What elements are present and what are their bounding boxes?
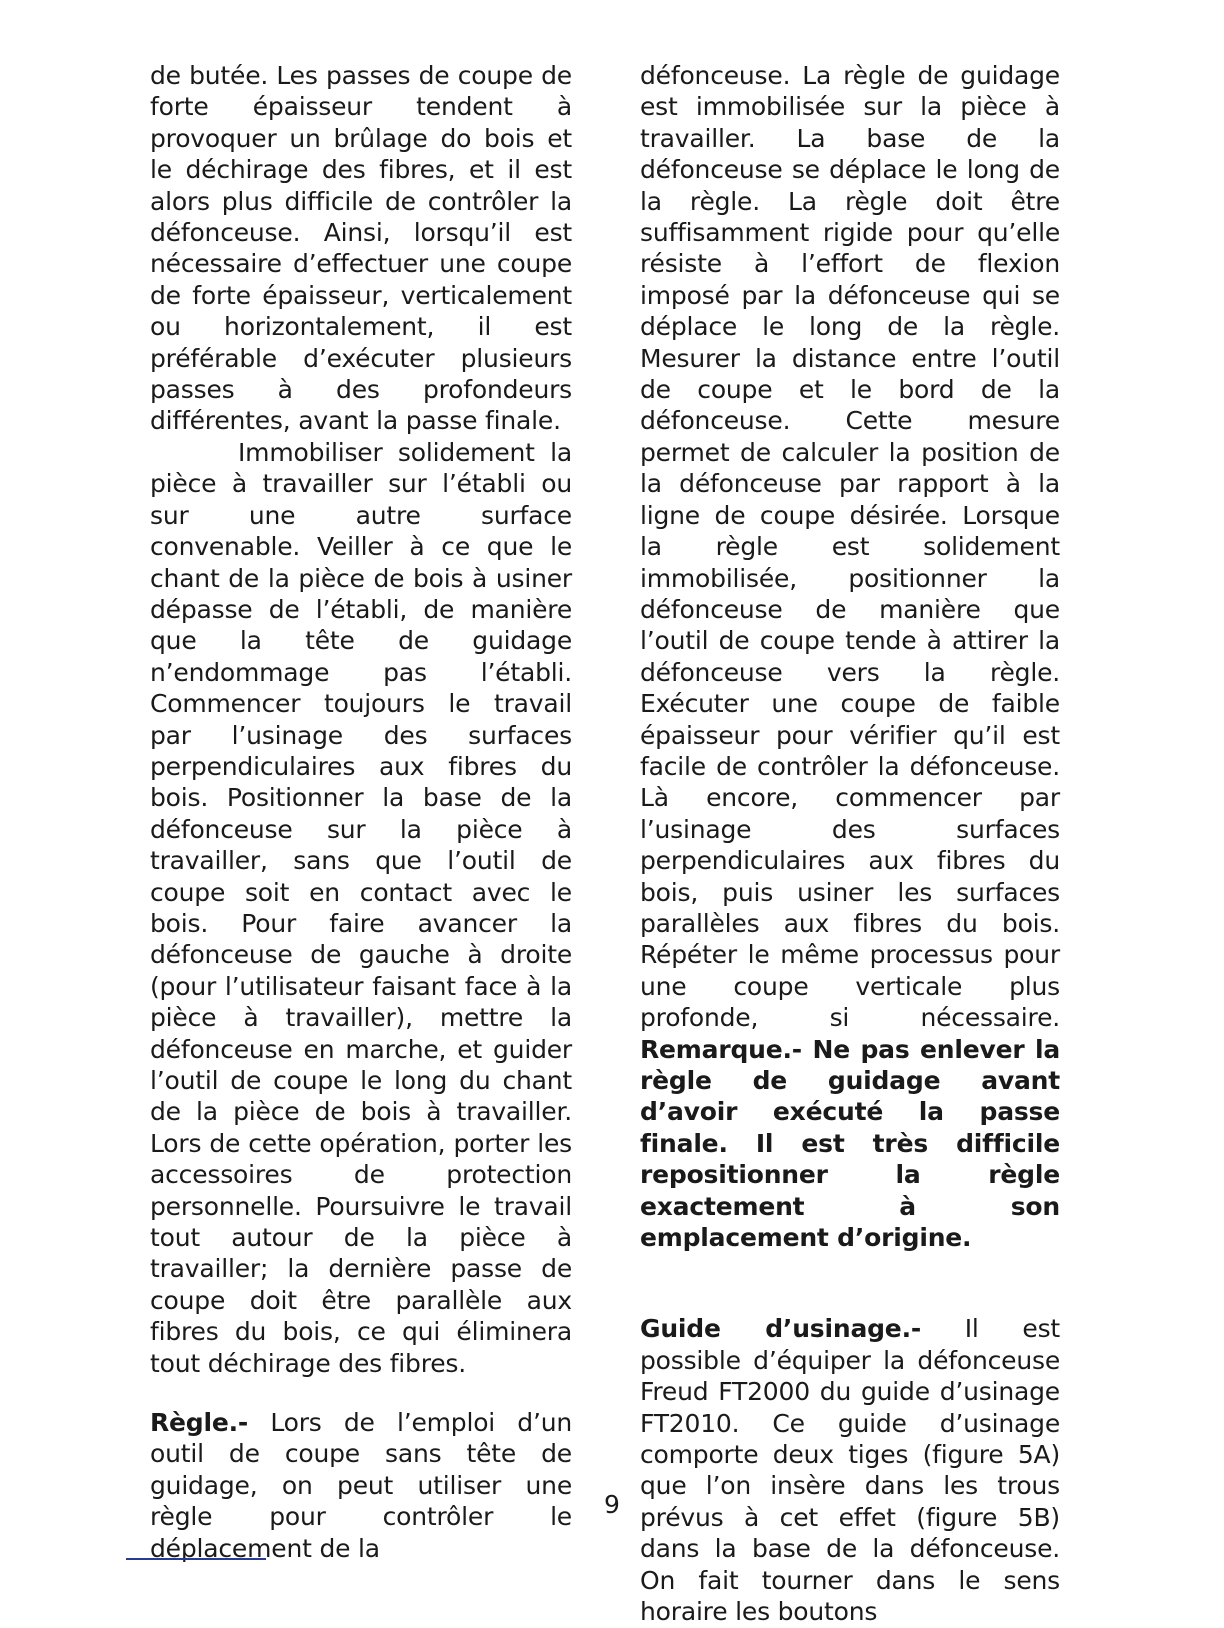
left-column <box>150 60 572 1564</box>
paragraph-regle-text: Lors de l’emploi d’un outil de coupe sans tête de guidage, on peut utiliser une règle pour contrôler le déplacement de la <box>150 1408 572 1563</box>
paragraph-regle <box>150 1407 572 1564</box>
section-heading-guide-usinage: Guide d’usinage.- <box>640 1314 922 1344</box>
footnote-rule <box>126 1558 266 1560</box>
paragraph-regle-continued-text: défonceuse. La règle de guidage est immobilisée sur la pièce à travailler. La base de la défonceuse se déplace le long de la règle. La règle doit être suffisamment rigide pour qu’elle résiste à l’effort de flexion imposé par la défonceuse qui se déplace le long de la règle. Mesurer la distance entre l’outil de coupe et le bord de la défonceuse. Cette mesure permet de calculer la position de la défonceuse par rapport à la ligne de coupe désirée. Lorsque la règle est solidement immobilisée, positionner la défonceuse de manière que l’outil de coupe tende à attirer la défonceuse vers la règle. Exécuter une coupe de faible épaisseur pour vérifier qu’il est facile de contrôler la défonceuse. Là encore, commencer par l’usinage des surfaces perpendiculaires aux fibres du bois, puis usiner les surfaces parallèles aux fibres du bois. Répéter le même processus pour une coupe verticale plus profonde, si nécessaire. <box>640 61 1060 1033</box>
paragraph-guide-usinage-text: Il est possible d’équiper la défonceuse Freud FT2000 du guide d’usinage FT2010. Ce guide d’usinage comporte deux tiges (figure 5A) que l’on insère dans les trous prévus à cet effet (figure 5B) dans la base de la défonceuse. On fait tourner dans le sens horaire les boutons <box>640 1314 1060 1627</box>
paragraph-immobiliser: Immobiliser solidement la pièce à travailler sur l’établi ou sur une autre surface convenable. Veiller à ce que le chant de la pièce de bois à usiner dépasse de l’établi, de manière que la tête de guidage n’endommage pas l’établi. Commencer toujours le travail par l’usinage des surfaces perpendiculaires aux fibres du bois. Positionner la base de la défonceuse sur la pièce à travailler, sans que l’outil de coupe soit en contact avec le bois. Pour faire avancer la défonceuse de gauche à droite (pour l’utilisateur faisant face à la pièce à travailler), mettre la défonceuse en marche, et guider l’outil de coupe le long du chant de la pièce de bois à travailler. Lors de cette opération, porter les accessoires de protection personnelle. Poursuivre le travail tout autour de la pièce à travailler; la dernière passe de coupe doit être parallèle aux fibres du bois, ce qui éliminera tout déchirage des fibres. <box>150 437 572 1378</box>
section-heading-regle: Règle.- <box>150 1408 249 1438</box>
paragraph-passes: de butée. Les passes de coupe de forte épaisseur tendent à provoquer un brûlage do bois et le déchirage des fibres, et il est alors plus difficile de contrôler la défonceuse. Ainsi, lorsqu’il est nécessaire d’effectuer une coupe de forte épaisseur, verticalement ou horizontalement, il est préférable d’exécuter plusieurs passes à des profondeurs différentes, avant la passe finale. <box>150 61 572 436</box>
remarque-note: Remarque.- Ne pas enlever la règle de guidage avant d’avoir exécuté la passe finale. Il est très difficile repositionner la règle exactement à son emplacement d’origine. <box>640 1034 1060 1253</box>
right-column <box>640 60 1060 1628</box>
page-number: 9 <box>604 1490 620 1519</box>
paragraph-regle-continued <box>640 60 1060 1253</box>
paragraph-guide-usinage <box>640 1313 1060 1627</box>
